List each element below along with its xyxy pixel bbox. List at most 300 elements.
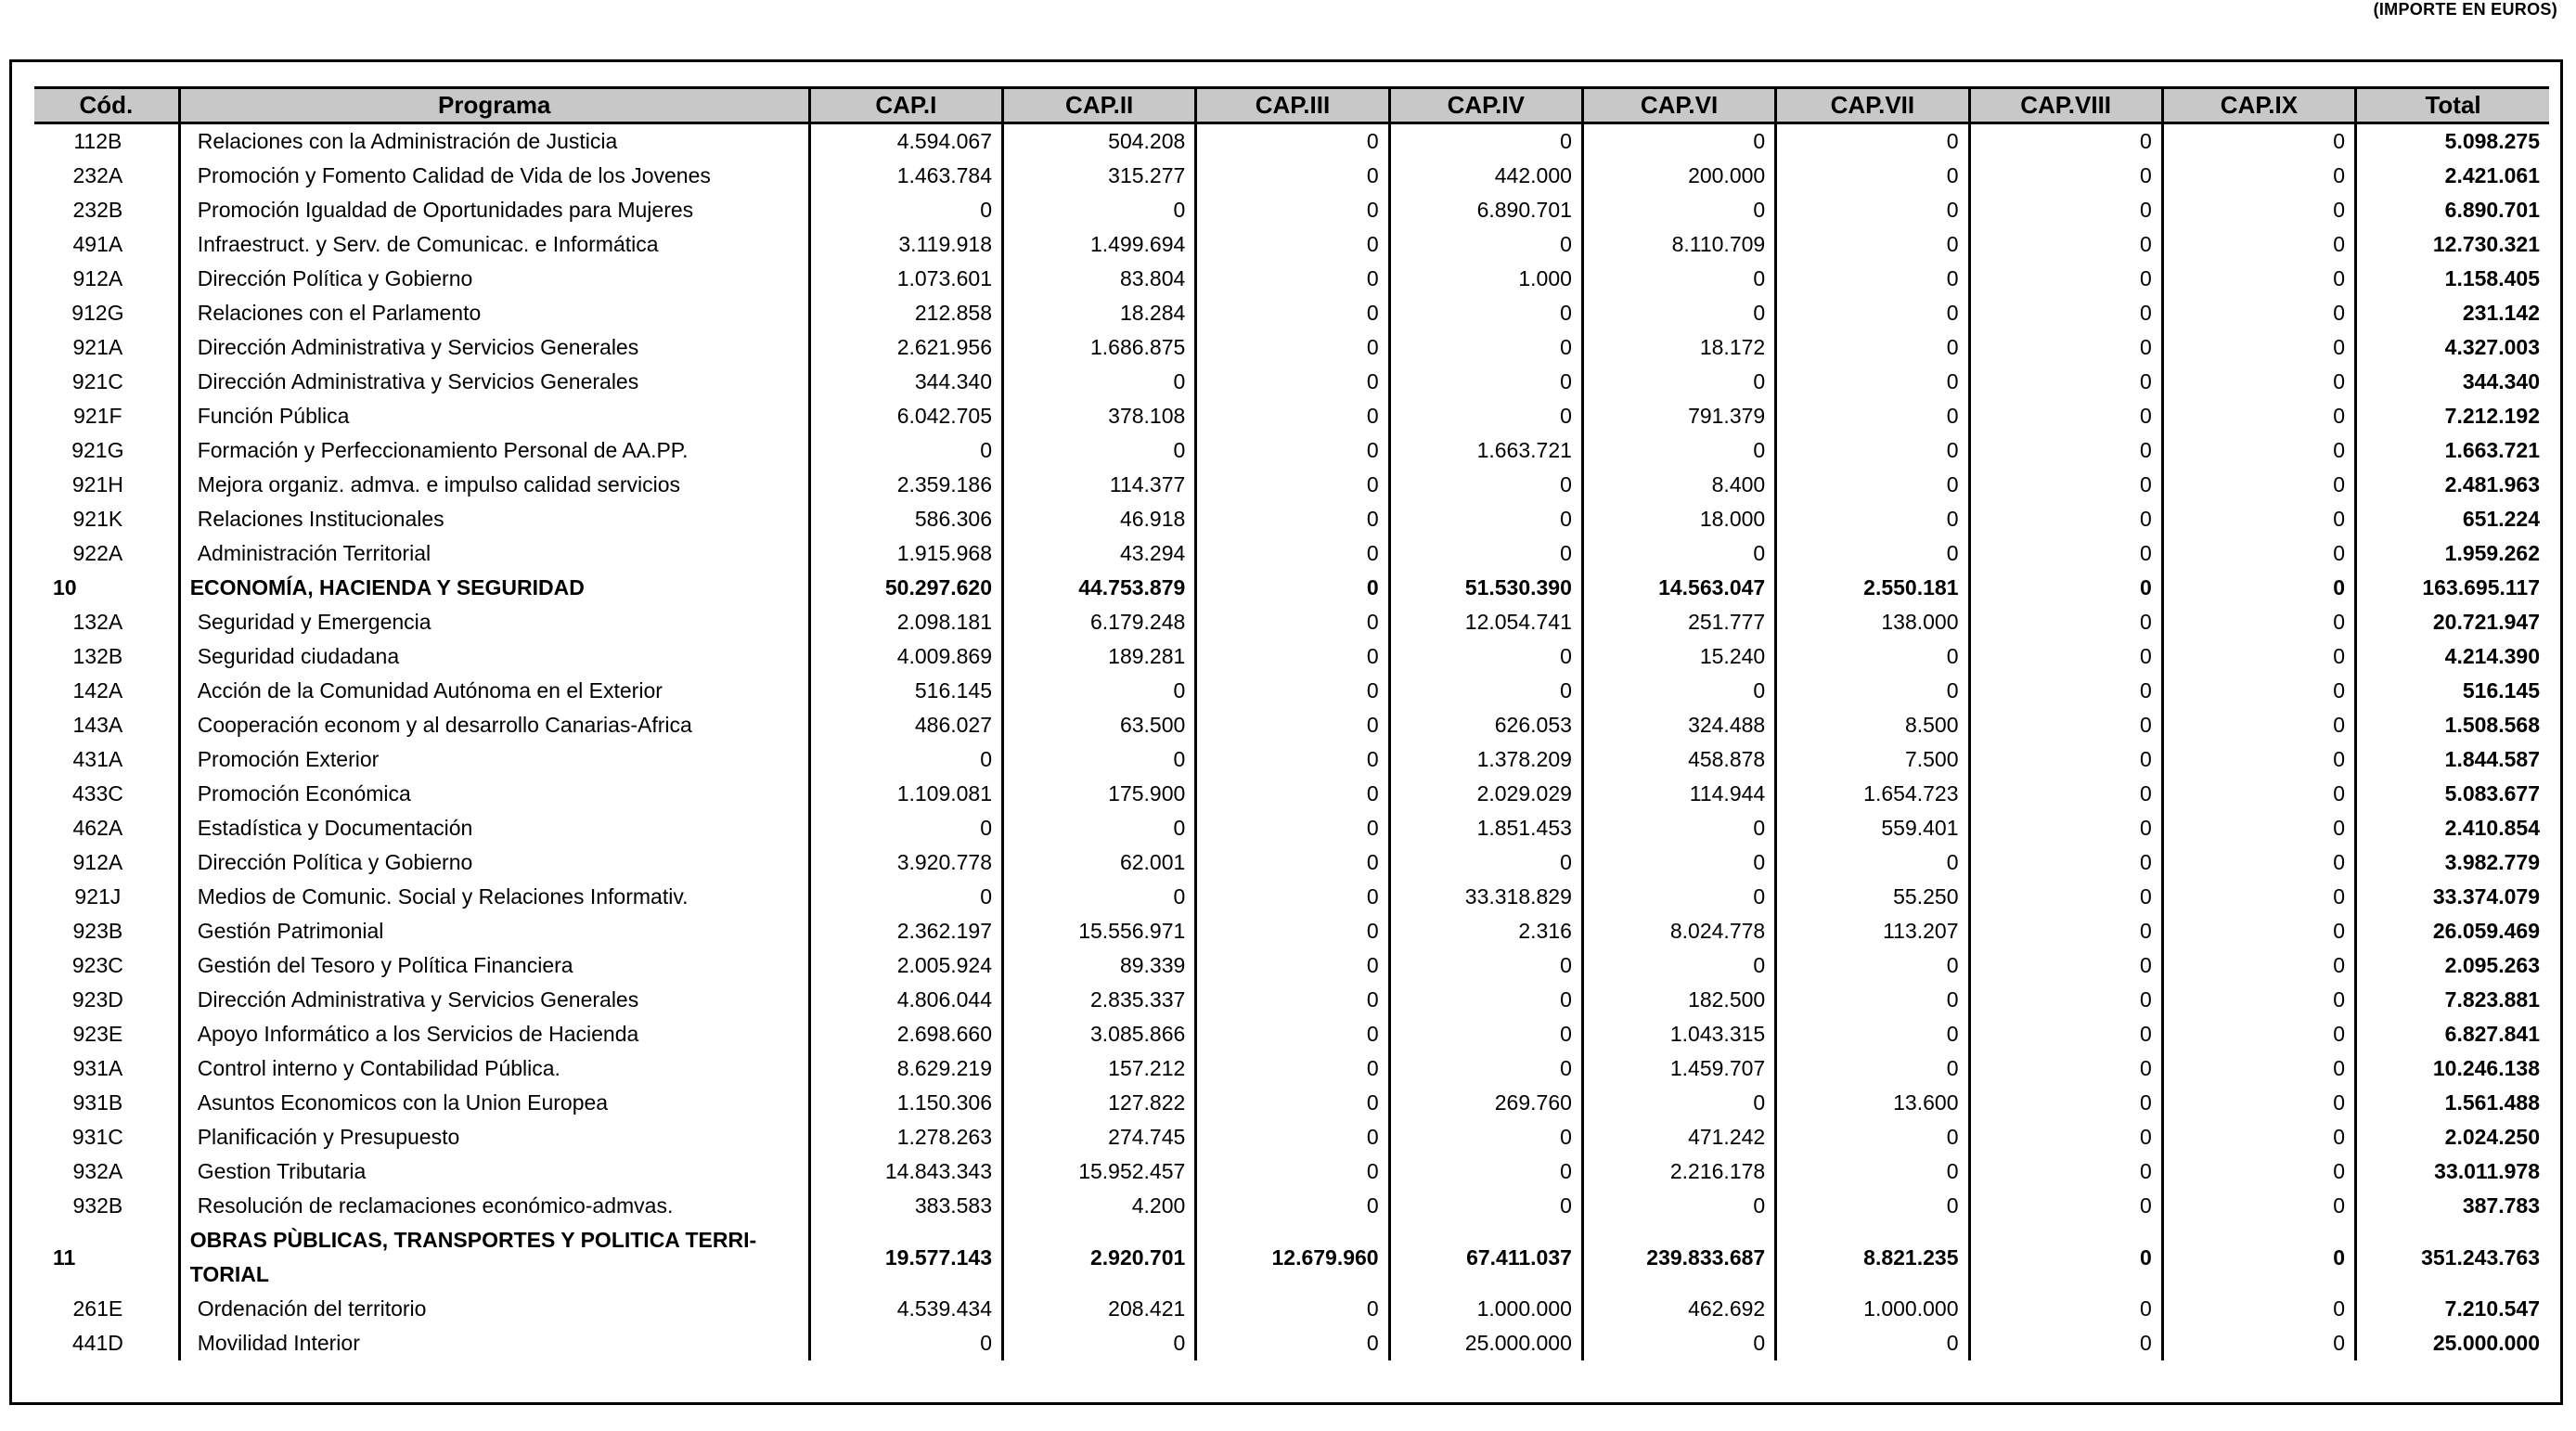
cell-programa: Gestion Tributaria (179, 1154, 809, 1189)
cell-cap-vii: 0 (1776, 399, 1969, 433)
cell-cap-i: 1.109.081 (809, 777, 1002, 811)
cell-cap-vi: 471.242 (1582, 1120, 1775, 1154)
table-row (34, 811, 2549, 845)
cell-cap-ii: 62.001 (1003, 845, 1196, 880)
cell-cap-vi: 1.459.707 (1582, 1051, 1775, 1086)
cell-total: 6.890.701 (2356, 193, 2549, 227)
cell-total: 1.561.488 (2356, 1086, 2549, 1120)
cell-cap-ix: 0 (2162, 433, 2355, 468)
cell-cap-viii: 0 (1969, 1292, 2162, 1326)
cell-cap-iv: 51.530.390 (1389, 571, 1582, 605)
table-row (34, 777, 2549, 811)
table-row (34, 983, 2549, 1017)
cell-cap-iii: 0 (1196, 639, 1389, 674)
cell-cap-i: 6.042.705 (809, 399, 1002, 433)
cell-cap-vi: 0 (1582, 123, 1775, 160)
cell-cap-viii: 0 (1969, 880, 2162, 914)
cell-cap-ii: 0 (1003, 1326, 1196, 1360)
cell-cap-ii: 175.900 (1003, 777, 1196, 811)
cell-codigo: 932A (72, 1159, 123, 1183)
cell-cap-iii: 0 (1196, 948, 1389, 983)
cell-programa: Seguridad y Emergencia (179, 605, 809, 639)
cell-cap-vii: 0 (1776, 639, 1969, 674)
cell-cap-i: 2.698.660 (809, 1017, 1002, 1051)
cell-cap-iii: 0 (1196, 536, 1389, 571)
cell-cap-i: 1.073.601 (809, 262, 1002, 296)
cell-cap-viii: 0 (1969, 193, 2162, 227)
cell-cap-i: 2.362.197 (809, 914, 1002, 948)
cell-cap-ix: 0 (2162, 1189, 2355, 1223)
cell-cap-viii: 0 (1969, 330, 2162, 365)
cell-cap-viii: 0 (1969, 399, 2162, 433)
cell-cap-ix: 0 (2162, 1326, 2355, 1360)
cell-cap-vii: 0 (1776, 330, 1969, 365)
cell-cap-vii: 0 (1776, 674, 1969, 708)
cell-cap-vi: 200.000 (1582, 159, 1775, 193)
cell-codigo: 232A (72, 163, 123, 187)
cell-cap-ix: 0 (2162, 983, 2355, 1017)
cell-cap-ix: 0 (2162, 399, 2355, 433)
cell-programa: Mejora organiz. admva. e impulso calidad servicios (179, 468, 809, 502)
cell-codigo: 10 (53, 575, 77, 599)
cell-cap-viii: 0 (1969, 1051, 2162, 1086)
table-row (34, 1292, 2549, 1326)
cell-cap-ix: 0 (2162, 639, 2355, 674)
cell-cap-viii: 0 (1969, 811, 2162, 845)
cell-total: 4.214.390 (2356, 639, 2549, 674)
cell-cap-vi: 0 (1582, 948, 1775, 983)
cell-cap-iv: 1.000.000 (1389, 1292, 1582, 1326)
cell-codigo: 142A (72, 678, 123, 703)
cell-cap-iii: 0 (1196, 708, 1389, 742)
cell-cap-i: 3.119.918 (809, 227, 1002, 262)
cell-cap-vi: 251.777 (1582, 605, 1775, 639)
cell-cap-vii: 0 (1776, 845, 1969, 880)
cell-cap-iv: 0 (1389, 1189, 1582, 1223)
cell-cap-vi: 114.944 (1582, 777, 1775, 811)
cell-cap-ii: 114.377 (1003, 468, 1196, 502)
cell-cap-vi: 0 (1582, 296, 1775, 330)
table-row (34, 639, 2549, 674)
header-cap-i: CAP.I (809, 88, 1002, 123)
cell-cap-viii: 0 (1969, 227, 2162, 262)
table-row (34, 262, 2549, 296)
table-row (34, 159, 2549, 193)
cell-cap-viii: 0 (1969, 159, 2162, 193)
cell-cap-viii: 0 (1969, 674, 2162, 708)
cell-cap-vii: 13.600 (1776, 1086, 1969, 1120)
header-cap-vii: CAP.VII (1776, 88, 1969, 123)
cell-cap-i: 3.920.778 (809, 845, 1002, 880)
cell-cap-iv: 0 (1389, 674, 1582, 708)
header-cap-viii: CAP.VIII (1969, 88, 2162, 123)
cell-total: 2.410.854 (2356, 811, 2549, 845)
cell-cap-iii: 0 (1196, 330, 1389, 365)
cell-cap-viii: 0 (1969, 1223, 2162, 1292)
cell-cap-iii: 0 (1196, 1154, 1389, 1189)
cell-codigo: 931A (72, 1056, 123, 1080)
cell-cap-iv: 67.411.037 (1389, 1223, 1582, 1292)
cell-cap-viii: 0 (1969, 605, 2162, 639)
cell-cap-i: 344.340 (809, 365, 1002, 399)
cell-cap-iv: 0 (1389, 365, 1582, 399)
cell-cap-ii: 0 (1003, 365, 1196, 399)
cell-codigo: 132B (72, 644, 123, 668)
cell-codigo: 112B (73, 129, 122, 153)
cell-cap-vi: 18.172 (1582, 330, 1775, 365)
cell-cap-i: 0 (809, 433, 1002, 468)
cell-cap-vi: 239.833.687 (1582, 1223, 1775, 1292)
cell-codigo: 462A (72, 816, 123, 840)
table-row (34, 193, 2549, 227)
cell-cap-iii: 0 (1196, 1051, 1389, 1086)
cell-cap-vi: 0 (1582, 433, 1775, 468)
cell-codigo: 931C (71, 1125, 123, 1149)
cell-cap-vii: 0 (1776, 1017, 1969, 1051)
cell-cap-ix: 0 (2162, 1051, 2355, 1086)
cell-cap-iv: 0 (1389, 330, 1582, 365)
cell-total: 26.059.469 (2356, 914, 2549, 948)
cell-cap-ii: 0 (1003, 742, 1196, 777)
cell-cap-vi: 1.043.315 (1582, 1017, 1775, 1051)
cell-cap-i: 1.915.968 (809, 536, 1002, 571)
cell-cap-vii: 0 (1776, 1189, 1969, 1223)
cell-cap-iii: 12.679.960 (1196, 1223, 1389, 1292)
cell-total: 7.210.547 (2356, 1292, 2549, 1326)
cell-cap-vii: 0 (1776, 262, 1969, 296)
cell-codigo: 931B (72, 1090, 123, 1115)
cell-total: 1.959.262 (2356, 536, 2549, 571)
cell-cap-vii: 2.550.181 (1776, 571, 1969, 605)
cell-cap-ii: 89.339 (1003, 948, 1196, 983)
cell-codigo: 923C (71, 953, 123, 977)
cell-total: 1.844.587 (2356, 742, 2549, 777)
cell-cap-vii: 1.000.000 (1776, 1292, 1969, 1326)
cell-total: 163.695.117 (2356, 571, 2549, 605)
cell-cap-i: 0 (809, 1326, 1002, 1360)
cell-programa: Formación y Perfeccionamiento Personal de AA.PP. (179, 433, 809, 468)
table-row (34, 1120, 2549, 1154)
table-row (34, 742, 2549, 777)
cell-programa: Control interno y Contabilidad Pública. (179, 1051, 809, 1086)
cell-cap-iii: 0 (1196, 468, 1389, 502)
cell-programa: Administración Territorial (179, 536, 809, 571)
cell-cap-vi: 324.488 (1582, 708, 1775, 742)
cell-cap-ix: 0 (2162, 1086, 2355, 1120)
cell-cap-vii: 8.821.235 (1776, 1223, 1969, 1292)
cell-cap-i: 486.027 (809, 708, 1002, 742)
cell-codigo: 921K (72, 507, 123, 531)
cell-cap-ii: 63.500 (1003, 708, 1196, 742)
section-row (34, 571, 2549, 605)
cell-cap-viii: 0 (1969, 1120, 2162, 1154)
cell-programa: Planificación y Presupuesto (179, 1120, 809, 1154)
cell-cap-vi: 0 (1582, 811, 1775, 845)
cell-cap-viii: 0 (1969, 1086, 2162, 1120)
cell-cap-vii: 138.000 (1776, 605, 1969, 639)
cell-cap-iii: 0 (1196, 123, 1389, 160)
cell-cap-iii: 0 (1196, 845, 1389, 880)
cell-programa: Dirección Política y Gobierno (179, 845, 809, 880)
cell-cap-ix: 0 (2162, 1223, 2355, 1292)
cell-cap-ix: 0 (2162, 914, 2355, 948)
cell-cap-iii: 0 (1196, 605, 1389, 639)
cell-codigo: 261E (72, 1296, 123, 1321)
cell-cap-ix: 0 (2162, 948, 2355, 983)
cell-cap-vii: 0 (1776, 1154, 1969, 1189)
cell-cap-viii: 0 (1969, 123, 2162, 160)
cell-total: 7.823.881 (2356, 983, 2549, 1017)
cell-programa: Medios de Comunic. Social y Relaciones Informativ. (179, 880, 809, 914)
cell-programa: Promoción y Fomento Calidad de Vida de los Jovenes (179, 159, 809, 193)
cell-cap-iii: 0 (1196, 811, 1389, 845)
cell-cap-i: 4.594.067 (809, 123, 1002, 160)
cell-cap-iii: 0 (1196, 227, 1389, 262)
cell-cap-i: 1.150.306 (809, 1086, 1002, 1120)
cell-cap-ix: 0 (2162, 777, 2355, 811)
cell-cap-viii: 0 (1969, 365, 2162, 399)
cell-programa: Movilidad Interior (179, 1326, 809, 1360)
cell-programa: Gestión del Tesoro y Política Financiera (179, 948, 809, 983)
cell-cap-i: 4.806.044 (809, 983, 1002, 1017)
cell-cap-vi: 0 (1582, 674, 1775, 708)
cell-cap-ii: 0 (1003, 193, 1196, 227)
cell-total: 2.481.963 (2356, 468, 2549, 502)
cell-cap-viii: 0 (1969, 742, 2162, 777)
cell-cap-ii: 0 (1003, 880, 1196, 914)
cell-total: 7.212.192 (2356, 399, 2549, 433)
cell-cap-vii: 55.250 (1776, 880, 1969, 914)
cell-cap-ii: 1.686.875 (1003, 330, 1196, 365)
cell-codigo: 921J (74, 884, 122, 909)
cell-cap-vi: 0 (1582, 880, 1775, 914)
cell-cap-iv: 6.890.701 (1389, 193, 1582, 227)
cell-cap-viii: 0 (1969, 639, 2162, 674)
cell-total: 33.011.978 (2356, 1154, 2549, 1189)
cell-codigo: 431A (72, 747, 123, 771)
table-row (34, 674, 2549, 708)
cell-codigo: 923B (72, 919, 123, 943)
cell-cap-vi: 0 (1582, 365, 1775, 399)
cell-cap-viii: 0 (1969, 1154, 2162, 1189)
cell-cap-ix: 0 (2162, 262, 2355, 296)
cell-cap-viii: 0 (1969, 983, 2162, 1017)
cell-cap-vii: 7.500 (1776, 742, 1969, 777)
cell-cap-i: 8.629.219 (809, 1051, 1002, 1086)
cell-cap-ix: 0 (2162, 296, 2355, 330)
cell-cap-viii: 0 (1969, 914, 2162, 948)
cell-cap-viii: 0 (1969, 777, 2162, 811)
cell-cap-ii: 127.822 (1003, 1086, 1196, 1120)
cell-cap-viii: 0 (1969, 571, 2162, 605)
header-cod: Cód. (34, 88, 179, 123)
cell-cap-iv: 626.053 (1389, 708, 1582, 742)
table-row (34, 1326, 2549, 1360)
cell-cap-iii: 0 (1196, 296, 1389, 330)
cell-programa: Estadística y Documentación (179, 811, 809, 845)
cell-cap-ii: 315.277 (1003, 159, 1196, 193)
cell-cap-iv: 1.378.209 (1389, 742, 1582, 777)
cell-codigo: 491A (72, 232, 123, 256)
cell-cap-iii: 0 (1196, 880, 1389, 914)
cell-cap-vi: 458.878 (1582, 742, 1775, 777)
cell-cap-viii: 0 (1969, 262, 2162, 296)
cell-cap-i: 1.463.784 (809, 159, 1002, 193)
cell-programa: Promoción Económica (179, 777, 809, 811)
cell-cap-vi: 791.379 (1582, 399, 1775, 433)
cell-codigo: 11 (53, 1244, 76, 1270)
table-row (34, 708, 2549, 742)
cell-codigo: 932B (72, 1193, 123, 1218)
cell-cap-iii: 0 (1196, 571, 1389, 605)
cell-cap-iv: 0 (1389, 983, 1582, 1017)
cell-cap-vii: 113.207 (1776, 914, 1969, 948)
cell-programa: Apoyo Informático a los Servicios de Hacienda (179, 1017, 809, 1051)
cell-codigo: 921F (73, 404, 122, 428)
cell-cap-i: 14.843.343 (809, 1154, 1002, 1189)
cell-cap-i: 2.621.956 (809, 330, 1002, 365)
cell-cap-i: 2.359.186 (809, 468, 1002, 502)
cell-codigo: 923D (71, 987, 123, 1012)
cell-cap-ix: 0 (2162, 468, 2355, 502)
cell-cap-vii: 0 (1776, 193, 1969, 227)
cell-cap-ix: 0 (2162, 193, 2355, 227)
cell-cap-vi: 0 (1582, 536, 1775, 571)
cell-codigo: 912G (71, 301, 124, 325)
cell-cap-iv: 0 (1389, 1017, 1582, 1051)
cell-cap-iv: 1.851.453 (1389, 811, 1582, 845)
table-row (34, 948, 2549, 983)
cell-total: 387.783 (2356, 1189, 2549, 1223)
cell-cap-ii: 3.085.866 (1003, 1017, 1196, 1051)
cell-cap-ii: 504.208 (1003, 123, 1196, 160)
header-cap-ii: CAP.II (1003, 88, 1196, 123)
cell-cap-iii: 0 (1196, 1086, 1389, 1120)
cell-cap-ii: 46.918 (1003, 502, 1196, 536)
cell-cap-ii: 2.835.337 (1003, 983, 1196, 1017)
cell-cap-iv: 0 (1389, 468, 1582, 502)
cell-total: 4.327.003 (2356, 330, 2549, 365)
cell-cap-iv: 0 (1389, 1120, 1582, 1154)
cell-cap-vii: 0 (1776, 1120, 1969, 1154)
cell-cap-ix: 0 (2162, 330, 2355, 365)
cell-cap-vi: 8.400 (1582, 468, 1775, 502)
cell-codigo: 921C (71, 369, 123, 393)
cell-programa: Promoción Igualdad de Oportunidades para Mujeres (179, 193, 809, 227)
table-row (34, 914, 2549, 948)
header-total: Total (2356, 88, 2549, 123)
header-programa: Programa (179, 88, 809, 123)
cell-programa: Cooperación econom y al desarrollo Canarias-Africa (179, 708, 809, 742)
cell-cap-ix: 0 (2162, 365, 2355, 399)
cell-cap-vi: 14.563.047 (1582, 571, 1775, 605)
cell-cap-ii: 2.920.701 (1003, 1223, 1196, 1292)
cell-total: 1.663.721 (2356, 433, 2549, 468)
cell-programa: Acción de la Comunidad Autónoma en el Exterior (179, 674, 809, 708)
cell-total: 2.024.250 (2356, 1120, 2549, 1154)
cell-cap-vii: 0 (1776, 502, 1969, 536)
table-row (34, 1189, 2549, 1223)
cell-cap-iv: 25.000.000 (1389, 1326, 1582, 1360)
table-row (34, 433, 2549, 468)
cell-programa: Dirección Administrativa y Servicios Generales (179, 330, 809, 365)
cell-cap-ix: 0 (2162, 571, 2355, 605)
cell-cap-iv: 0 (1389, 639, 1582, 674)
cell-cap-ix: 0 (2162, 674, 2355, 708)
cell-cap-viii: 0 (1969, 468, 2162, 502)
cell-cap-iv: 0 (1389, 845, 1582, 880)
cell-programa: Resolución de reclamaciones económico-admvas. (179, 1189, 809, 1223)
cell-cap-vii: 0 (1776, 536, 1969, 571)
cell-cap-vii: 0 (1776, 1051, 1969, 1086)
cell-cap-iii: 0 (1196, 674, 1389, 708)
cell-cap-vii: 0 (1776, 227, 1969, 262)
cell-cap-iv: 2.316 (1389, 914, 1582, 948)
cell-cap-iv: 0 (1389, 1154, 1582, 1189)
table-row (34, 330, 2549, 365)
cell-cap-iv: 0 (1389, 123, 1582, 160)
cell-cap-ix: 0 (2162, 845, 2355, 880)
cell-codigo: 143A (72, 713, 123, 737)
cell-cap-iii: 0 (1196, 262, 1389, 296)
cell-cap-iv: 2.029.029 (1389, 777, 1582, 811)
cell-cap-iv: 0 (1389, 227, 1582, 262)
cell-cap-iii: 0 (1196, 159, 1389, 193)
cell-programa: Infraestruct. y Serv. de Comunicac. e Informática (179, 227, 809, 262)
cell-codigo: 921A (72, 335, 123, 359)
cell-cap-ii: 15.952.457 (1003, 1154, 1196, 1189)
header-cap-ix: CAP.IX (2162, 88, 2355, 123)
cell-cap-i: 0 (809, 742, 1002, 777)
cell-codigo: 912A (72, 266, 123, 290)
cell-cap-ix: 0 (2162, 1154, 2355, 1189)
cell-cap-iv: 0 (1389, 1051, 1582, 1086)
cell-programa: OBRAS PÙBLICAS, TRANSPORTES Y POLITICA TERRI-TORIAL (179, 1223, 809, 1292)
cell-programa: Ordenación del territorio (179, 1292, 809, 1326)
cell-cap-ix: 0 (2162, 811, 2355, 845)
cell-cap-vii: 1.654.723 (1776, 777, 1969, 811)
cell-codigo: 232B (72, 198, 123, 222)
cell-cap-iv: 0 (1389, 502, 1582, 536)
cell-cap-ix: 0 (2162, 536, 2355, 571)
cell-cap-vii: 0 (1776, 123, 1969, 160)
cell-cap-ii: 44.753.879 (1003, 571, 1196, 605)
cell-cap-viii: 0 (1969, 708, 2162, 742)
cell-cap-ii: 0 (1003, 433, 1196, 468)
cell-programa: Relaciones con el Parlamento (179, 296, 809, 330)
cell-codigo: 922A (72, 541, 123, 565)
cell-cap-ix: 0 (2162, 708, 2355, 742)
cell-codigo: 132A (72, 610, 123, 634)
cell-cap-vi: 18.000 (1582, 502, 1775, 536)
cell-cap-viii: 0 (1969, 296, 2162, 330)
cell-cap-iv: 0 (1389, 296, 1582, 330)
cell-cap-vii: 559.401 (1776, 811, 1969, 845)
table-row (34, 605, 2549, 639)
cell-cap-vii: 0 (1776, 433, 1969, 468)
cell-cap-viii: 0 (1969, 948, 2162, 983)
cell-cap-viii: 0 (1969, 1017, 2162, 1051)
cell-cap-ix: 0 (2162, 502, 2355, 536)
cell-cap-vi: 182.500 (1582, 983, 1775, 1017)
cell-total: 2.421.061 (2356, 159, 2549, 193)
table-row (34, 845, 2549, 880)
cell-cap-vi: 0 (1582, 193, 1775, 227)
cell-total: 351.243.763 (2356, 1223, 2549, 1292)
cell-cap-i: 4.009.869 (809, 639, 1002, 674)
cell-cap-iv: 0 (1389, 948, 1582, 983)
cell-codigo: 441D (71, 1331, 123, 1355)
